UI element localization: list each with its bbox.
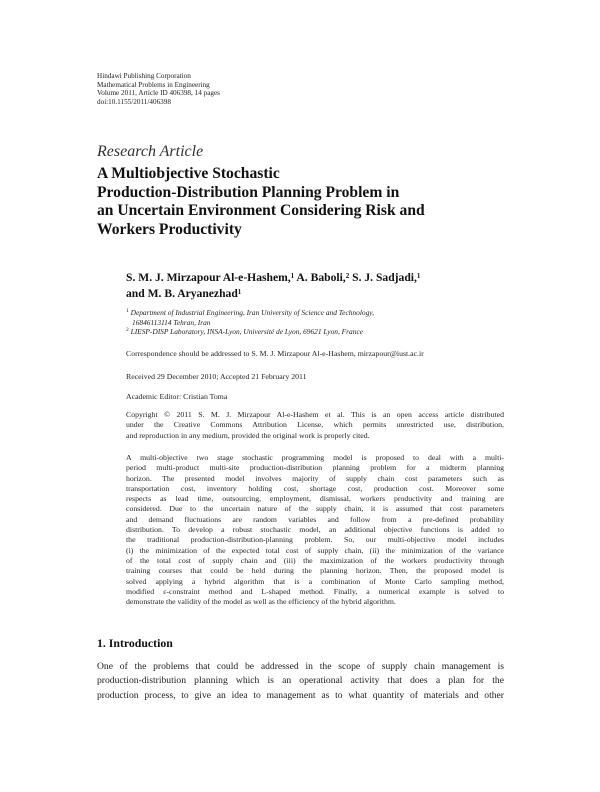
received-dates: Received 29 December 2010; Accepted 21 February 2011 xyxy=(126,372,307,381)
publisher: Hindawi Publishing Corporation xyxy=(97,72,191,80)
title-line: an Uncertain Environment Considering Risk and xyxy=(97,202,425,220)
volume-info: Volume 2011, Article ID 406398, 14 pages xyxy=(97,89,220,98)
copyright-notice xyxy=(126,410,504,441)
affiliation-text: Department of Industrial Engineering, Iran University of Science and Technology, xyxy=(130,308,374,317)
journal-name: Mathematical Problems in Engineering xyxy=(97,80,210,89)
copyright-line: under the Creative Commons Attribution License, which permits unrestricted use, distribution, xyxy=(126,420,504,430)
author-name: S. M. J. Mirzapour Al-e-Hashem, xyxy=(126,271,291,284)
abstract-line: (i) the minimization of the expected total cost of supply chain, (ii) the minimization of the variance xyxy=(126,545,504,555)
intro-line: production-distribution planning which is an operational activity that does a plan for the xyxy=(97,675,504,687)
abstract-line: transportation cost, inventory holding cost, shortage cost, production cost. Moreover some xyxy=(126,483,504,493)
affiliation-text: LIESP-DISP Laboratory, INSA-Lyon, Université de Lyon, 69621 Lyon, France xyxy=(130,327,364,337)
intro-paragraph xyxy=(97,660,504,703)
abstract-line: of the total cost of supply chain and (iii) the maximization of the workers productivity through xyxy=(126,555,504,565)
title-line: Workers Productivity xyxy=(97,220,242,238)
abstract-line: period multi-product multi-site production-distribution planning problem for a midterm planning xyxy=(126,463,504,473)
title-line: A Multiobjective Stochastic xyxy=(97,165,280,182)
affiliation-continued: 16846113114 Tehran, Iran xyxy=(132,317,211,327)
affiliations xyxy=(126,308,526,337)
author-list xyxy=(126,270,526,301)
abstract-line: the traditional production-distribution-planning problem. So, our multi-objective model includes xyxy=(126,535,504,545)
abstract-line: distribution. To develop a robust stochastic model, an additional objective functions is added to xyxy=(126,525,504,535)
author-affil-ref: 1 xyxy=(290,272,295,280)
author-affil-ref: 1 xyxy=(416,272,421,280)
article-title xyxy=(97,165,517,239)
author-name: A. Baboli, xyxy=(296,271,346,284)
affiliation xyxy=(126,308,526,318)
correspondence: Correspondence should be addressed to S. M. J. Mirzapour Al-e-Hashem, mirzapour@iust.ac.ir xyxy=(126,349,424,358)
title-line: Production-Distribution Planning Problem in xyxy=(97,183,400,201)
abstract-line: A multi-objective two stage stochastic programming model is proposed to deal with a multi- xyxy=(126,453,504,462)
abstract-line: training courses that could be held during the planning horizon. Then, the proposed model is xyxy=(126,566,504,576)
affiliation xyxy=(126,327,526,337)
doi: doi:10.1155/2011/406398 xyxy=(97,97,171,106)
author-affil-ref: 2 xyxy=(345,272,350,280)
abstract-line: respects as lead time, outsourcing, employment, dismissal, workers productivity and training are xyxy=(126,494,504,504)
abstract-line: considered. Due to the uncertain nature of the supply chain, it is assumed that cost parameters xyxy=(126,504,504,514)
journal-header xyxy=(97,72,220,106)
intro-line: One of the problems that could be addressed in the scope of supply chain management is xyxy=(97,661,504,672)
abstract-line: horizon. The presented model involves majority of supply chain cost parameters such as xyxy=(126,473,504,483)
section-heading: 1. Introduction xyxy=(97,636,173,650)
article-type: Research Article xyxy=(97,143,204,160)
author-affil-ref: 1 xyxy=(237,287,242,296)
abstract-line: demonstrate the validity of the model as well as the efficiency of the hybrid algorithm. xyxy=(126,597,396,607)
abstract-line: and demand fluctuations are random variables and follow from a pre-defined probability xyxy=(126,514,504,524)
abstract-line: modified ε-constraint method and L-shaped method. Finally, a numerical example is solved to xyxy=(126,586,504,596)
copyright-line: and reproduction in any medium, provided the original work is properly cited. xyxy=(126,430,370,440)
copyright-line: Copyright © 2011 S. M. J. Mirzapour Al-e-Hashem et al. This is an open access article distributed xyxy=(126,410,504,419)
affiliation-number: 1 xyxy=(126,308,129,314)
author-line xyxy=(126,270,526,286)
affiliation-number: 2 xyxy=(126,327,129,334)
academic-editor: Academic Editor: Cristian Toma xyxy=(126,392,228,401)
author-name: and M. B. Aryanezhad xyxy=(126,286,238,300)
abstract xyxy=(126,453,504,607)
intro-line: production process, to give an idea to management as to what quantity of materials and other xyxy=(97,689,504,701)
author-line xyxy=(126,286,526,302)
abstract-line: solved applying a hybrid algorithm that is a combination of Monte Carlo sampling method, xyxy=(126,576,504,586)
author-name: S. J. Sadjadi, xyxy=(352,271,417,284)
